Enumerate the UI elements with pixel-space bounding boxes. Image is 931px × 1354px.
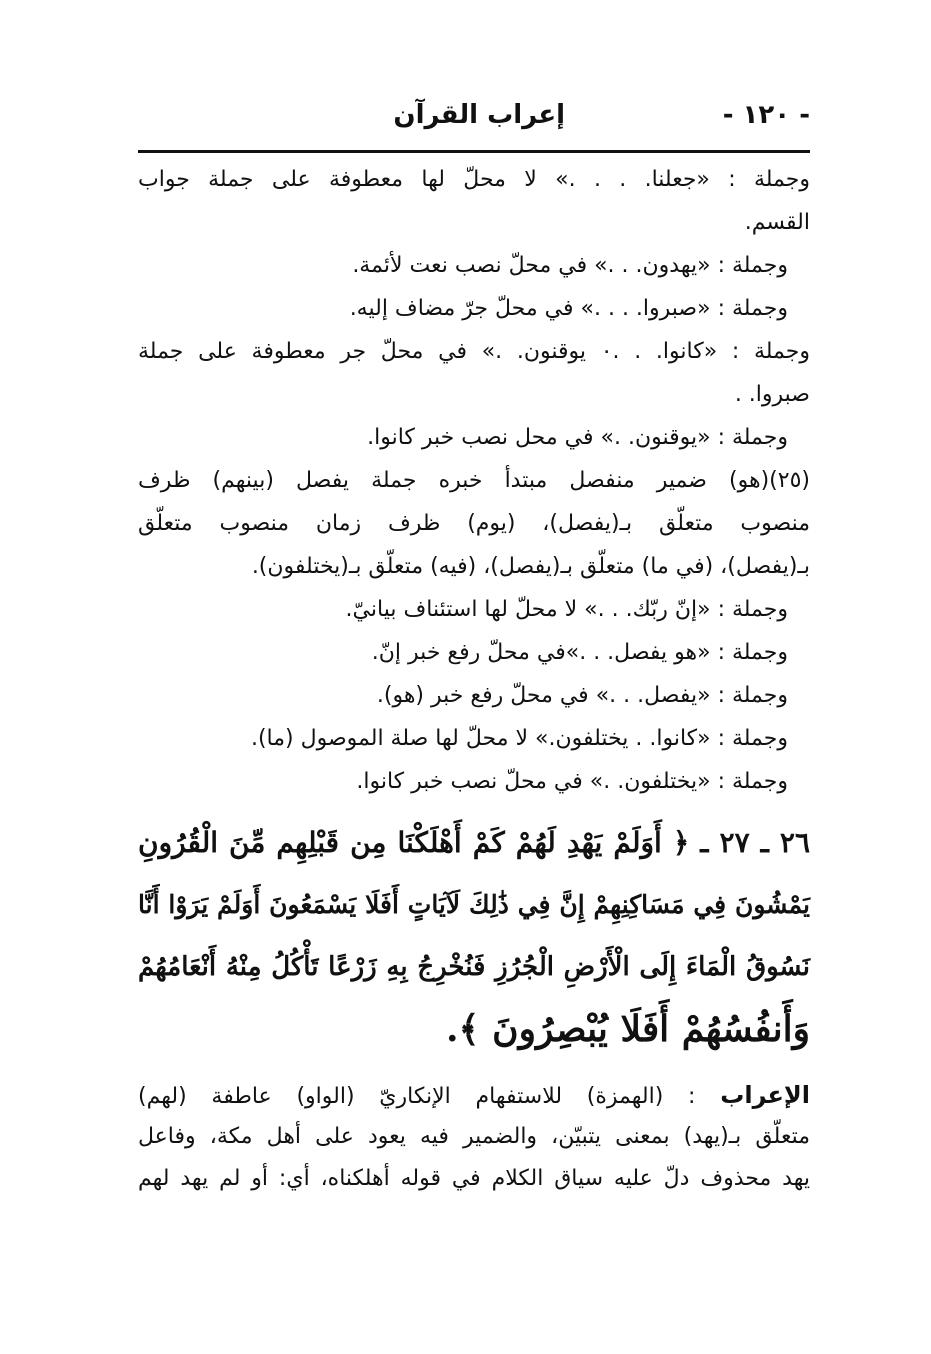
text-line: وجملة : «يفصل. . .» في محلّ رفع خبر (هو). (376, 683, 788, 708)
header-rule (138, 150, 810, 153)
irab-line: يهد محذوف دلّ عليه سياق الكلام في قوله أهلكناه، أي: أو لم يهد لهم (138, 1166, 810, 1191)
verse-line: ٢٦ ـ ٢٧ ـ ﴿ أَوَلَمْ يَهْدِ لَهُمْ كَمْ أَهْلَكْنَا مِن قَبْلِهِم مِّنَ الْقُرُونِ (138, 826, 810, 859)
text-line: صبروا. . (734, 382, 810, 407)
irab-line-text: : (الهمزة) للاستفهام الإنكاريّ (الواو) عاطفة (لهم) (138, 1084, 721, 1109)
page-number: - ١٢٠ - (722, 100, 810, 130)
text-line: وجملة : «كانوا. . يختلفون.» لا محلّ لها صلة الموصول (ما). (250, 726, 788, 751)
irab-section (138, 1074, 810, 1200)
verse-line: وَأَنفُسُهُمْ أَفَلَا يُبْصِرُونَ ﴾. (446, 1008, 810, 1050)
irab-label: الإعراب (720, 1081, 810, 1109)
text-line: وجملة : «كانوا. . .٠ يوقنون. .» في محلّ جر معطوفة على جملة (138, 339, 810, 364)
verse-line: يَمْشُونَ فِي مَسَاكِنِهِمْ إِنَّ فِي ذَٰلِكَ لَآيَاتٍ أَفَلَا يَسْمَعُونَ أَوَلَمْ يَرَوْا أَنَّا (138, 890, 810, 919)
text-line: وجملة : «صبروا. . . .» في محلّ جرّ مضاف إليه. (349, 296, 788, 321)
quran-verse-block (138, 812, 810, 1060)
verse-line: نَسُوقُ الْمَاءَ إِلَى الْأَرْضِ الْجُرُزِ فَنُخْرِجُ بِهِ زَرْعًا تَأْكُلُ مِنْهُ أَنْعَامُهُمْ (138, 952, 810, 982)
commentary-body (138, 158, 810, 803)
text-line: وجملة : «يوقنون. .» في محل نصب خبر كانوا. (367, 425, 788, 450)
text-line: القسم. (744, 210, 810, 235)
text-line: (٢٥)(هو) ضمير منفصل مبتدأ خبره جملة يفصل (بينهم) ظرف (138, 468, 810, 493)
irab-first-line (138, 1074, 810, 1116)
irab-line: متعلّق بـ(يهد) بمعنى يتبيّن، والضمير فيه يعود على أهل مكة، وفاعل (138, 1124, 810, 1149)
text-line: وجملة : «جعلنا. . . .» لا محلّ لها معطوفة على جملة جواب (138, 167, 810, 192)
text-line: وجملة : «إنّ ربّك. . .» لا محلّ لها استئناف بيانيّ. (345, 597, 788, 622)
text-line: بـ(يفصل)، (في ما) متعلّق بـ(يفصل)، (فيه) متعلّق بـ(يختلفون). (251, 554, 810, 579)
text-line: منصوب متعلّق بـ(يفصل)، (يوم) ظرف زمان منصوب متعلّق (138, 511, 810, 536)
text-line: وجملة : «هو يفصل. . .»في محلّ رفع خبر إنّ. (371, 640, 788, 665)
text-line: وجملة : «يختلفون. .» في محلّ نصب خبر كانوا. (356, 769, 788, 794)
text-line: وجملة : «يهدون. . .» في محلّ نصب نعت لأئمة. (352, 253, 788, 278)
running-title: إعراب القرآن (393, 100, 565, 130)
page-header (138, 96, 810, 154)
